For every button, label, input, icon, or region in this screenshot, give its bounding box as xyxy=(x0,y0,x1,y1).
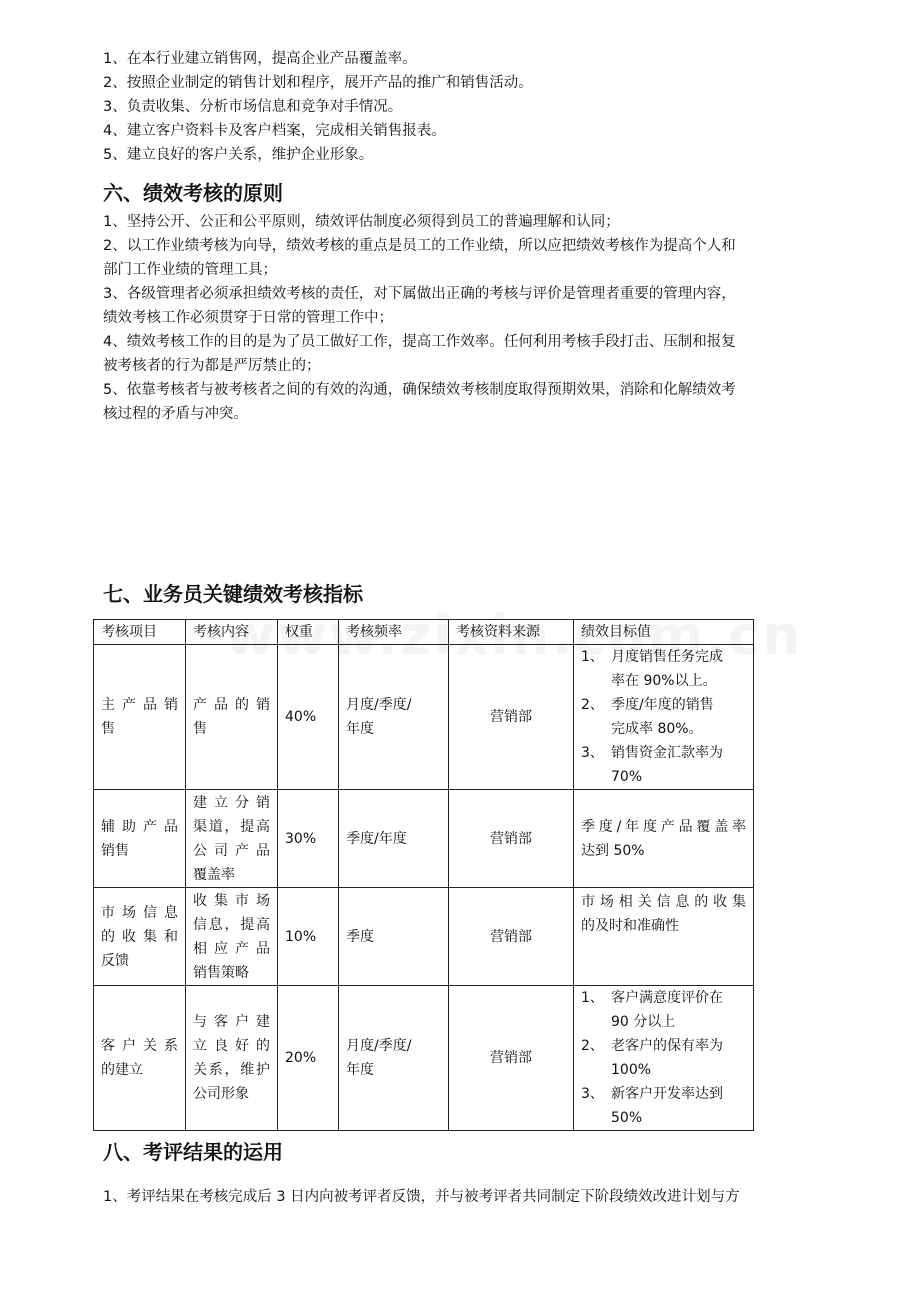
target-item xyxy=(581,693,746,741)
target-number: 1、 xyxy=(581,990,604,1006)
column-header: 考核频率 xyxy=(339,620,449,645)
cell-text: 渠道，提高 xyxy=(193,818,270,835)
cell-source: 营销部 xyxy=(449,986,574,1131)
cell-text: 月度销售任务完成 xyxy=(611,649,723,665)
duties-list xyxy=(103,47,803,167)
cell-text: 销售策略 xyxy=(193,964,249,981)
text-line: 1、坚持公开、公正和公平原则，绩效评估制度必须得到员工的普遍理解和认同； xyxy=(103,214,620,230)
list-item: 3、负责收集、分析市场信息和竞争对手情况。 xyxy=(103,99,403,115)
target-number: 2、 xyxy=(581,697,604,713)
cell-text: 覆盖率 xyxy=(193,866,235,883)
cell-target xyxy=(574,790,754,888)
cell-frequency xyxy=(339,645,449,790)
table-row xyxy=(94,888,754,986)
cell-text: 的建立 xyxy=(101,1062,143,1078)
cell-text: 完成率 80%。 xyxy=(611,721,703,737)
section-heading: 七、业务员关键绩效考核指标 xyxy=(103,582,363,606)
cell-text: 老客户的保有率为 xyxy=(611,1038,723,1054)
cell-text: 信息，提高 xyxy=(193,916,270,933)
cell-source: 营销部 xyxy=(449,888,574,986)
text-line: 5、依靠考核者与被考核者之间的有效的沟通，确保绩效考核制度取得预期效果，消除和化解绩效考 xyxy=(103,382,736,398)
text-line: 部门工作业绩的管理工具； xyxy=(103,262,277,278)
cell-text: 季度/年度 xyxy=(346,830,407,847)
list-item: 5、建立良好的客户关系，维护企业形象。 xyxy=(103,147,374,163)
cell-text: 市场信息 xyxy=(101,904,178,921)
cell-text: 市场相关信息的收集 xyxy=(581,894,746,910)
cell-text: 与客户建 xyxy=(193,1014,270,1030)
cell-weight: 40% xyxy=(278,645,339,790)
target-number: 2、 xyxy=(581,1038,604,1054)
cell-text: 售 xyxy=(193,721,207,737)
cell-text: 销售 xyxy=(101,842,129,859)
cell-text: 90 分以上 xyxy=(611,1014,676,1030)
cell-content xyxy=(186,888,278,986)
cell-text: 辅助产品 xyxy=(101,818,178,835)
target-item xyxy=(581,1034,746,1082)
list-item: 1、在本行业建立销售网，提高企业产品覆盖率。 xyxy=(103,51,417,67)
list-item: 4、建立客户资料卡及客户档案，完成相关销售报表。 xyxy=(103,123,446,139)
cell-text: 客户关系 xyxy=(101,1038,178,1054)
column-header: 权重 xyxy=(278,620,339,645)
kpi-table xyxy=(93,619,754,1131)
cell-text: 的收集和 xyxy=(101,928,178,945)
cell-text: 50% xyxy=(611,1110,643,1126)
cell-text: 立良好的 xyxy=(193,1038,270,1054)
cell-text: 主产品销 xyxy=(101,697,178,713)
cell-text: 率在 90%以上。 xyxy=(611,673,717,689)
table-row xyxy=(94,645,754,790)
cell-text: 产品的销 xyxy=(193,697,270,713)
target-number: 3、 xyxy=(581,745,604,761)
cell-frequency xyxy=(339,888,449,986)
cell-source: 营销部 xyxy=(449,645,574,790)
cell-frequency xyxy=(339,790,449,888)
cell-text: 季度/年度的销售 xyxy=(611,697,714,713)
cell-content xyxy=(186,645,278,790)
cell-text: 相应产品 xyxy=(193,940,270,957)
cell-text: 关系，维护 xyxy=(193,1062,270,1078)
cell-text: 收集市场 xyxy=(193,892,270,909)
cell-text: 新客户开发率达到 xyxy=(611,1086,723,1102)
text-line: 4、绩效考核工作的目的是为了员工做好工作，提高工作效率。任何利用考核手段打击、压制和报复 xyxy=(103,334,736,350)
cell-text: 建立分销 xyxy=(193,794,270,811)
cell-item xyxy=(94,986,186,1131)
column-header: 绩效目标值 xyxy=(574,620,754,645)
text-line: 绩效考核工作必须贯穿于日常的管理工作中； xyxy=(103,310,393,326)
section-heading: 六、绩效考核的原则 xyxy=(103,181,283,205)
table-row xyxy=(94,986,754,1131)
cell-weight: 20% xyxy=(278,986,339,1131)
cell-text: 年度 xyxy=(346,721,374,737)
cell-weight: 10% xyxy=(278,888,339,986)
text-line: 3、各级管理者必须承担绩效考核的责任，对下属做出正确的考核与评价是管理者重要的管理内容， xyxy=(103,286,736,302)
table-header-row xyxy=(94,620,754,645)
cell-text: 销售资金汇款率为 xyxy=(611,745,723,761)
results-paragraph xyxy=(103,1185,803,1209)
cell-text: 70% xyxy=(611,769,643,785)
column-header: 考核资料来源 xyxy=(449,620,574,645)
cell-target xyxy=(574,645,754,790)
cell-text: 反馈 xyxy=(101,952,129,969)
target-number: 1、 xyxy=(581,649,604,665)
cell-text: 100% xyxy=(611,1062,652,1078)
text-line: 1、考评结果在考核完成后 3 日内向被考评者反馈，并与被考评者共同制定下阶段绩效改进计划与方 xyxy=(103,1189,740,1205)
cell-text: 公司形象 xyxy=(193,1086,249,1102)
target-item xyxy=(581,741,746,789)
table-row xyxy=(94,790,754,888)
cell-text: 月度/季度/ xyxy=(346,697,412,713)
cell-text: 年度 xyxy=(346,1062,374,1078)
target-item xyxy=(581,645,746,693)
cell-content xyxy=(186,790,278,888)
text-line: 被考核者的行为都是严厉禁止的； xyxy=(103,358,321,374)
text-line: 2、以工作业绩考核为向导，绩效考核的重点是员工的工作业绩，所以应把绩效考核作为提高个人和 xyxy=(103,238,736,254)
target-number: 3、 xyxy=(581,1086,604,1102)
cell-text: 的及时和准确性 xyxy=(581,918,679,934)
cell-text: 季度 xyxy=(346,928,374,945)
cell-item xyxy=(94,645,186,790)
principles-list xyxy=(103,210,803,426)
text-line: 核过程的矛盾与冲突。 xyxy=(103,406,248,422)
cell-text: 季度/年度产品覆盖率 xyxy=(581,818,746,835)
column-header: 考核内容 xyxy=(186,620,278,645)
cell-text: 达到 50% xyxy=(581,842,645,859)
cell-frequency xyxy=(339,986,449,1131)
cell-text: 月度/季度/ xyxy=(346,1038,412,1054)
column-header: 考核项目 xyxy=(94,620,186,645)
section-heading: 八、考评结果的运用 xyxy=(103,1140,283,1164)
cell-text: 公司产品 xyxy=(193,842,270,859)
target-item xyxy=(581,986,746,1034)
cell-target xyxy=(574,986,754,1131)
list-item: 2、按照企业制定的销售计划和程序，展开产品的推广和销售活动。 xyxy=(103,75,533,91)
cell-source: 营销部 xyxy=(449,790,574,888)
cell-item xyxy=(94,790,186,888)
cell-text: 客户满意度评价在 xyxy=(611,990,723,1006)
cell-target xyxy=(574,888,754,986)
cell-content xyxy=(186,986,278,1131)
cell-item xyxy=(94,888,186,986)
cell-weight: 30% xyxy=(278,790,339,888)
target-item xyxy=(581,1082,746,1130)
cell-text: 售 xyxy=(101,721,115,737)
